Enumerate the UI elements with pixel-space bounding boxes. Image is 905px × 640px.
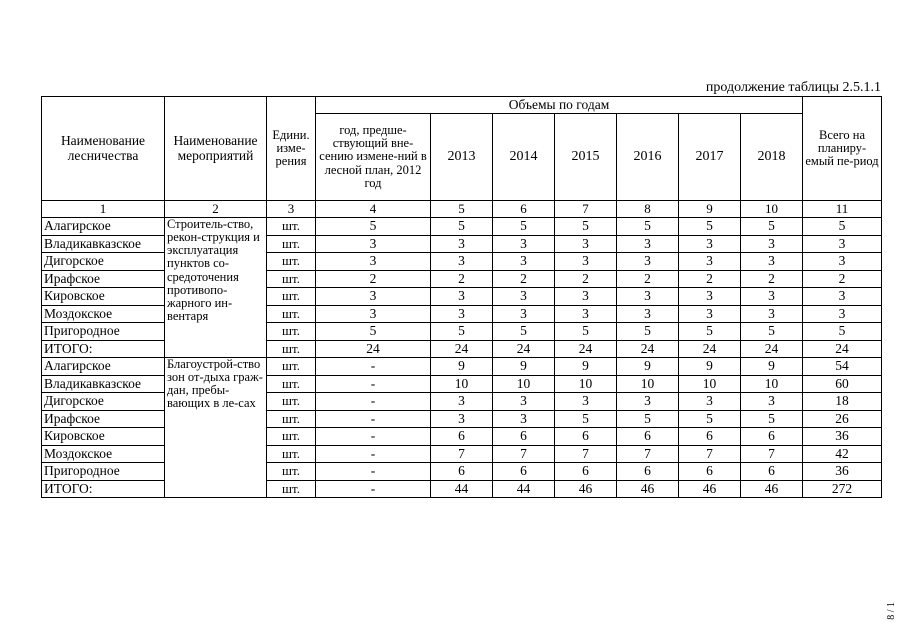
- value-cell: 2: [555, 270, 617, 288]
- column-number: 5: [431, 201, 493, 218]
- total-cell: 3: [803, 253, 882, 271]
- header-unit: Едини. изме-рения: [267, 97, 316, 201]
- forestry-name: Владикавказское: [42, 235, 165, 253]
- value-cell: 3: [617, 393, 679, 411]
- value-cell: 9: [555, 358, 617, 376]
- value-cell: 5: [741, 323, 803, 341]
- header-activity: Наименование мероприятий: [165, 97, 267, 201]
- value-cell: 5: [493, 323, 555, 341]
- unit-cell: шт.: [267, 253, 316, 271]
- column-number: 2: [165, 201, 267, 218]
- value-cell: 3: [555, 305, 617, 323]
- value-cell: 5: [617, 410, 679, 428]
- total-cell: 24: [803, 340, 882, 358]
- value-cell: 6: [555, 463, 617, 481]
- total-cell: 36: [803, 428, 882, 446]
- value-cell: 7: [555, 445, 617, 463]
- value-cell: -: [316, 428, 431, 446]
- value-cell: 10: [679, 375, 741, 393]
- value-cell: 3: [431, 288, 493, 306]
- total-cell: 42: [803, 445, 882, 463]
- forestry-name: Алагирское: [42, 358, 165, 376]
- header-year: 2014: [493, 114, 555, 201]
- value-cell: 6: [555, 428, 617, 446]
- value-cell: 3: [741, 235, 803, 253]
- unit-cell: шт.: [267, 463, 316, 481]
- value-cell: 3: [431, 253, 493, 271]
- value-cell: 5: [316, 218, 431, 236]
- value-cell: 5: [679, 218, 741, 236]
- total-cell: 60: [803, 375, 882, 393]
- value-cell: 2: [431, 270, 493, 288]
- value-cell: 10: [493, 375, 555, 393]
- unit-cell: шт.: [267, 393, 316, 411]
- value-cell: 3: [555, 235, 617, 253]
- value-cell: 5: [555, 410, 617, 428]
- value-cell: 24: [493, 340, 555, 358]
- value-cell: 10: [617, 375, 679, 393]
- value-cell: 3: [493, 235, 555, 253]
- value-cell: 24: [741, 340, 803, 358]
- value-cell: 6: [679, 428, 741, 446]
- unit-cell: шт.: [267, 288, 316, 306]
- header-total-period: Всего на планиру-емый пе-риод: [803, 97, 882, 201]
- value-cell: 46: [741, 480, 803, 498]
- value-cell: 3: [493, 305, 555, 323]
- value-cell: 5: [741, 410, 803, 428]
- value-cell: 5: [431, 323, 493, 341]
- total-cell: 18: [803, 393, 882, 411]
- header-year: 2015: [555, 114, 617, 201]
- table-row: [42, 218, 882, 236]
- value-cell: 3: [431, 410, 493, 428]
- unit-cell: шт.: [267, 323, 316, 341]
- value-cell: 5: [679, 410, 741, 428]
- value-cell: 44: [431, 480, 493, 498]
- value-cell: 2: [316, 270, 431, 288]
- value-cell: 9: [679, 358, 741, 376]
- value-cell: 3: [679, 235, 741, 253]
- value-cell: 7: [493, 445, 555, 463]
- value-cell: -: [316, 393, 431, 411]
- value-cell: 3: [617, 235, 679, 253]
- value-cell: 5: [617, 323, 679, 341]
- value-cell: -: [316, 445, 431, 463]
- value-cell: 3: [431, 235, 493, 253]
- value-cell: 3: [316, 253, 431, 271]
- unit-cell: шт.: [267, 358, 316, 376]
- total-cell: 3: [803, 235, 882, 253]
- total-cell: 54: [803, 358, 882, 376]
- total-cell: 2: [803, 270, 882, 288]
- value-cell: 24: [316, 340, 431, 358]
- forestry-name: Моздокское: [42, 305, 165, 323]
- value-cell: -: [316, 410, 431, 428]
- value-cell: 7: [617, 445, 679, 463]
- value-cell: 3: [493, 288, 555, 306]
- header-forestry: Наименование лесничества: [42, 97, 165, 201]
- value-cell: 6: [617, 463, 679, 481]
- total-cell: 36: [803, 463, 882, 481]
- activity-name: Строитель-ство, рекон-струкция и эксплуатация пунктов со-средоточения противопо-жарного ин-вентаря: [165, 218, 267, 358]
- value-cell: 2: [741, 270, 803, 288]
- value-cell: 3: [555, 253, 617, 271]
- unit-cell: шт.: [267, 270, 316, 288]
- value-cell: 6: [741, 428, 803, 446]
- value-cell: 3: [555, 288, 617, 306]
- column-number: 11: [803, 201, 882, 218]
- total-cell: 3: [803, 288, 882, 306]
- value-cell: -: [316, 463, 431, 481]
- value-cell: 3: [555, 393, 617, 411]
- value-cell: 24: [431, 340, 493, 358]
- value-cell: 2: [617, 270, 679, 288]
- forestry-name: Алагирское: [42, 218, 165, 236]
- value-cell: 46: [679, 480, 741, 498]
- value-cell: 7: [679, 445, 741, 463]
- forestry-name: Пригородное: [42, 323, 165, 341]
- value-cell: 3: [741, 253, 803, 271]
- value-cell: 9: [741, 358, 803, 376]
- total-cell: 26: [803, 410, 882, 428]
- forestry-name: Дигорское: [42, 393, 165, 411]
- value-cell: 44: [493, 480, 555, 498]
- value-cell: 3: [316, 235, 431, 253]
- value-cell: 3: [617, 288, 679, 306]
- value-cell: 3: [741, 393, 803, 411]
- value-cell: 24: [679, 340, 741, 358]
- forestry-name: Пригородное: [42, 463, 165, 481]
- value-cell: 3: [679, 288, 741, 306]
- column-number: 8: [617, 201, 679, 218]
- forestry-name: Ирафское: [42, 410, 165, 428]
- column-number: 4: [316, 201, 431, 218]
- forestry-name: Кировское: [42, 288, 165, 306]
- activity-name: Благоустрой-ство зон от-дыха граж-дан, пребы-вающих в ле-сах: [165, 358, 267, 498]
- value-cell: -: [316, 375, 431, 393]
- unit-cell: шт.: [267, 235, 316, 253]
- unit-cell: шт.: [267, 340, 316, 358]
- header-volumes: Объемы по годам: [316, 97, 803, 114]
- value-cell: 6: [431, 463, 493, 481]
- table-row: [42, 358, 882, 376]
- value-cell: 3: [493, 410, 555, 428]
- total-cell: 272: [803, 480, 882, 498]
- unit-cell: шт.: [267, 445, 316, 463]
- column-number-row: [42, 201, 882, 218]
- table-caption: продолжение таблицы 2.5.1.1: [705, 80, 881, 95]
- value-cell: 3: [431, 393, 493, 411]
- value-cell: 3: [741, 288, 803, 306]
- value-cell: 3: [316, 305, 431, 323]
- forestry-name: Моздокское: [42, 445, 165, 463]
- value-cell: 6: [679, 463, 741, 481]
- value-cell: 5: [493, 218, 555, 236]
- value-cell: 6: [493, 463, 555, 481]
- value-cell: 9: [617, 358, 679, 376]
- forestry-name: Владикавказское: [42, 375, 165, 393]
- value-cell: 3: [316, 288, 431, 306]
- value-cell: 2: [493, 270, 555, 288]
- value-cell: 5: [555, 323, 617, 341]
- value-cell: 10: [555, 375, 617, 393]
- unit-cell: шт.: [267, 480, 316, 498]
- table-body: [42, 218, 882, 498]
- value-cell: -: [316, 358, 431, 376]
- value-cell: 3: [493, 393, 555, 411]
- value-cell: 9: [493, 358, 555, 376]
- unit-cell: шт.: [267, 305, 316, 323]
- page-marker: 8 / 1: [886, 602, 897, 620]
- value-cell: 7: [741, 445, 803, 463]
- header-year: 2017: [679, 114, 741, 201]
- value-cell: 6: [493, 428, 555, 446]
- value-cell: 5: [679, 323, 741, 341]
- forestry-name: Дигорское: [42, 253, 165, 271]
- header-year: 2018: [741, 114, 803, 201]
- unit-cell: шт.: [267, 428, 316, 446]
- total-cell: 3: [803, 305, 882, 323]
- value-cell: 24: [555, 340, 617, 358]
- forestry-table: [41, 96, 882, 498]
- column-number: 6: [493, 201, 555, 218]
- value-cell: 46: [555, 480, 617, 498]
- value-cell: 10: [431, 375, 493, 393]
- value-cell: 3: [493, 253, 555, 271]
- value-cell: 3: [617, 305, 679, 323]
- column-number: 9: [679, 201, 741, 218]
- value-cell: 24: [617, 340, 679, 358]
- header-prev-year: год, предше-ствующий вне-сению измене-ний в лесной план, 2012 год: [316, 114, 431, 201]
- value-cell: 3: [679, 253, 741, 271]
- value-cell: 3: [679, 393, 741, 411]
- total-cell: 5: [803, 323, 882, 341]
- value-cell: 3: [431, 305, 493, 323]
- header-year: 2016: [617, 114, 679, 201]
- total-cell: 5: [803, 218, 882, 236]
- value-cell: 2: [679, 270, 741, 288]
- value-cell: 9: [431, 358, 493, 376]
- column-number: 10: [741, 201, 803, 218]
- unit-cell: шт.: [267, 218, 316, 236]
- column-number: 7: [555, 201, 617, 218]
- forestry-name: Ирафское: [42, 270, 165, 288]
- value-cell: 6: [617, 428, 679, 446]
- value-cell: 10: [741, 375, 803, 393]
- unit-cell: шт.: [267, 410, 316, 428]
- value-cell: 5: [316, 323, 431, 341]
- column-number: 1: [42, 201, 165, 218]
- unit-cell: шт.: [267, 375, 316, 393]
- forestry-name: ИТОГО:: [42, 480, 165, 498]
- value-cell: 5: [741, 218, 803, 236]
- value-cell: 5: [555, 218, 617, 236]
- value-cell: -: [316, 480, 431, 498]
- forestry-name: Кировское: [42, 428, 165, 446]
- forestry-name: ИТОГО:: [42, 340, 165, 358]
- column-number: 3: [267, 201, 316, 218]
- value-cell: 6: [741, 463, 803, 481]
- value-cell: 5: [431, 218, 493, 236]
- value-cell: 7: [431, 445, 493, 463]
- value-cell: 5: [617, 218, 679, 236]
- value-cell: 6: [431, 428, 493, 446]
- value-cell: 46: [617, 480, 679, 498]
- header-year: 2013: [431, 114, 493, 201]
- value-cell: 3: [617, 253, 679, 271]
- value-cell: 3: [679, 305, 741, 323]
- value-cell: 3: [741, 305, 803, 323]
